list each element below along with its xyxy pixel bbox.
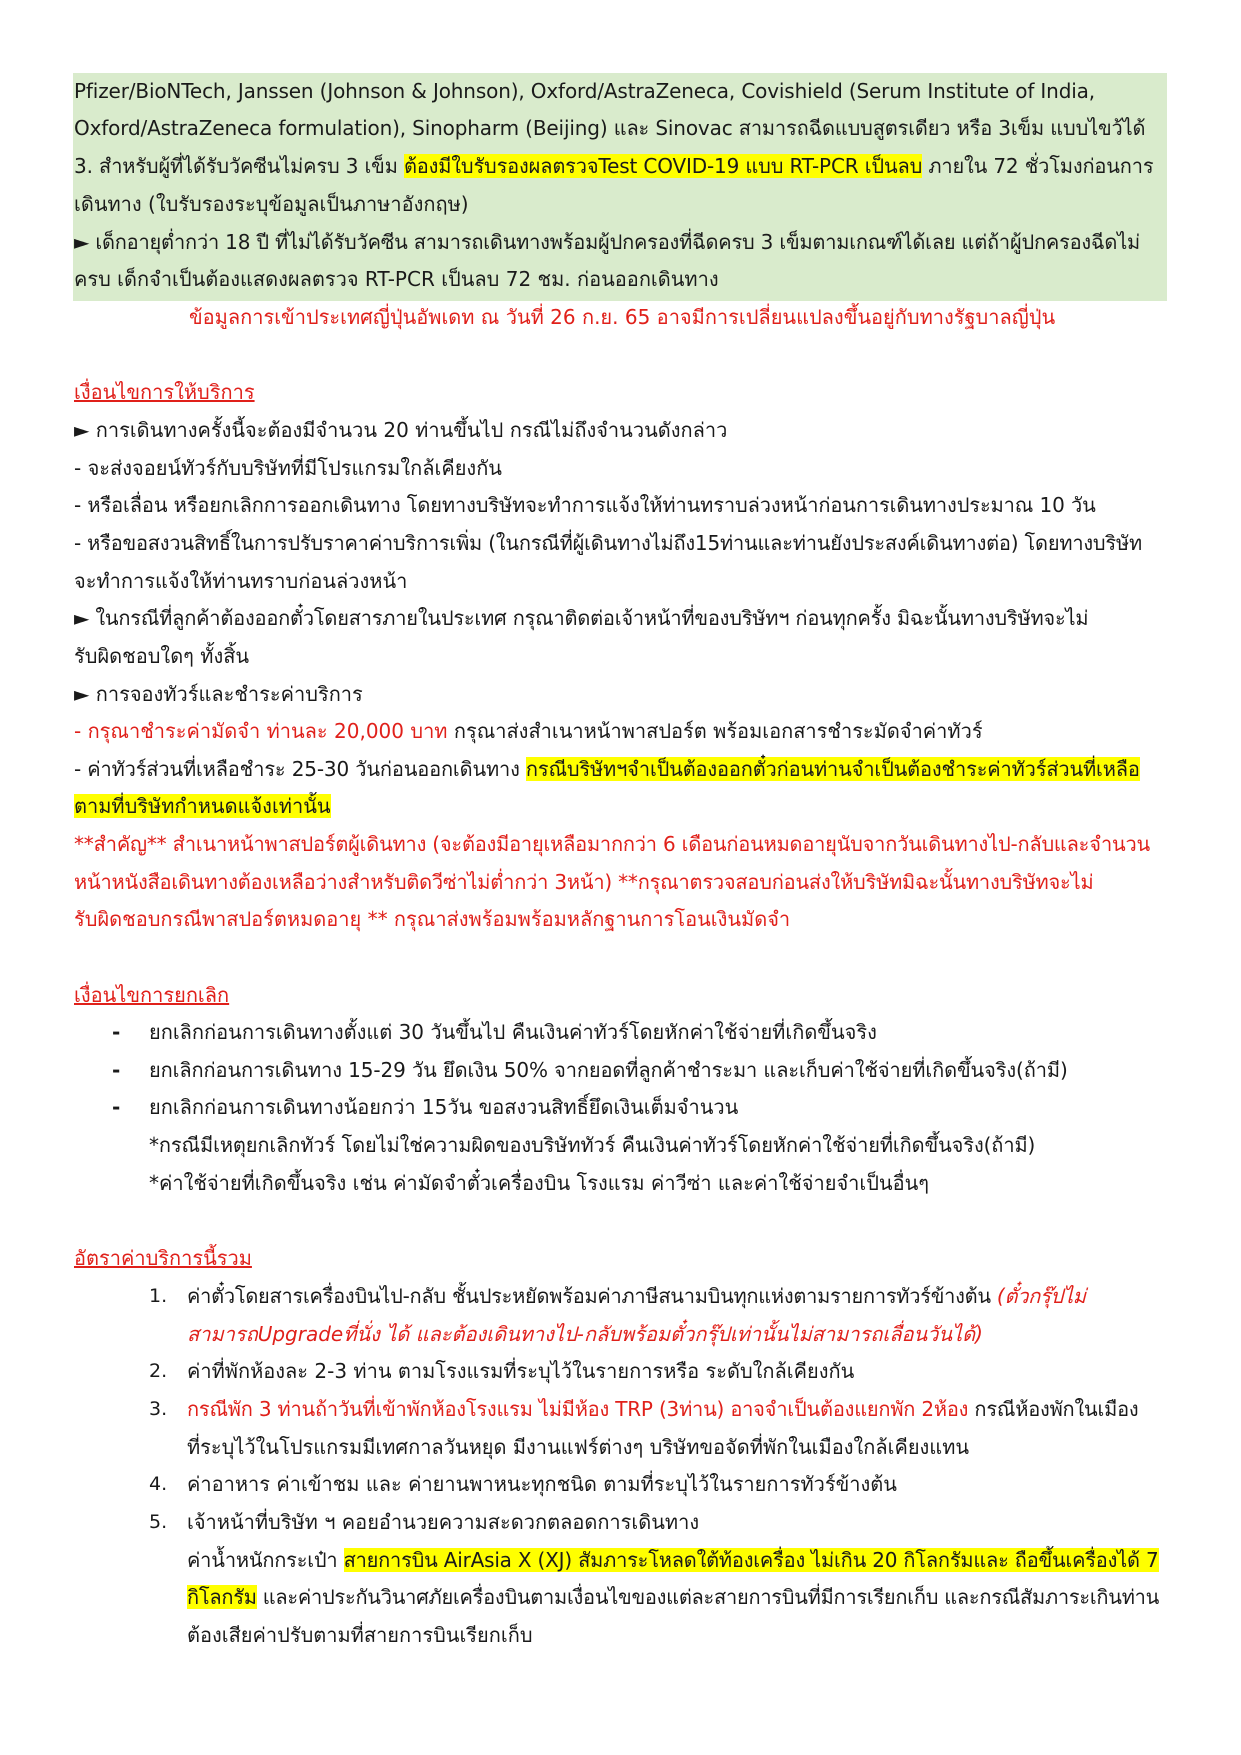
baggage-line-2: กิโลกรัม และค่าประกันวินาศภัยเครื่องบินตามเงื่อนไขของแต่ละสายการบินที่มีการเรียกเก็บ และกรณีสัมภาระเกินท่าน xyxy=(187,1585,1160,1609)
certificate-language-note: เดินทาง (ใบรับรองระบุข้อมูลเป็นภาษาอังกฤษ) xyxy=(74,192,469,216)
children-rule-line-1: ► เด็กอายุต่ำกว่า 18 ปี ที่ไม่ได้รับวัคซีน สามารถเดินทางพร้อมผู้ปกครองที่ฉีดครบ 3 เข็มตามเกณฑ์ได้เลย แต่ถ้าผู้ปกครองฉีดไม่ xyxy=(74,230,1141,254)
service-line-1: ► การเดินทางครั้งนี้จะต้องมีจำนวน 20 ท่านขึ้นไป กรณีไม่ถึงจำนวนดังกล่าว xyxy=(74,418,728,442)
item-number: 1. xyxy=(149,1285,168,1307)
service-line-7: รับผิดชอบใดๆ ทั้งสิ้น xyxy=(74,644,250,668)
baggage-line-3: ต้องเสียค่าปรับตามที่สายการบินเรียกเก็บ xyxy=(187,1623,533,1647)
balance-payment-highlight: กรณีบริษัทฯจำเป็นต้องออกตั๋วก่อนท่านจำเป็นต้องชำระค่าทัวร์ส่วนที่เหลือ xyxy=(525,757,1140,781)
include-item-1-line-2: สามารถUpgradeที่นั่ง ได้ และต้องเดินทางไป-กลับพร้อมตั๋วกรุ๊ปเท่านั้นไม่สามารถเลื่อนวันได้) xyxy=(187,1322,983,1346)
cancellation-note-1: *กรณีมีเหตุยกเลิกทัวร์ โดยไม่ใช่ความผิดของบริษัททัวร์ คืนเงินค่าทัวร์โดยหักค่าใช้จ่ายที่เกิดขึ้นจริง(ถ้ามี) xyxy=(149,1133,1036,1157)
passport-note-line-1: **สำคัญ** สำเนาหน้าพาสปอร์ตผู้เดินทาง (จะต้องมีอายุเหลือมากกว่า 6 เดือนก่อนหมดอายุนับจากวันเดินทางไป-กลับและจำนวน xyxy=(74,832,1150,856)
bullet-dash: - xyxy=(112,1058,121,1082)
include-item-3: กรณีพัก 3 ท่านถ้าวันที่เข้าพักห้องโรงแรม ไม่มีห้อง TRP (3ท่าน) อาจจำเป็นต้องแยกพัก 2ห้อง กรณีห้องพักในเมือง xyxy=(187,1397,1139,1421)
deposit-amount: - กรุณาชำระค่ามัดจำ ท่านละ 20,000 บาท xyxy=(74,719,448,743)
rt-pcr-highlight: ต้องมีใบรับรองผลตรวจTest COVID-19 แบบ RT-PCR เป็นลบ xyxy=(403,154,923,178)
service-line-5: จะทำการแจ้งให้ท่านทราบก่อนล่วงหน้า xyxy=(74,569,408,593)
include-item-5: เจ้าหน้าที่บริษัท ฯ คอยอำนวยความสะดวกตลอดการเดินทาง xyxy=(187,1510,700,1534)
cancellation-item-2: ยกเลิกก่อนการเดินทาง 15-29 วัน ยึดเงิน 50% จากยอดที่ลูกค้าชำระมา และเก็บค่าใช้จ่ายที่เกิดขึ้นจริง(ถ้ามี) xyxy=(149,1058,1068,1082)
include-item-4: ค่าอาหาร ค่าเข้าชม และ ค่ายานพาหนะทุกชนิด ตามที่ระบุไว้ในรายการทัวร์ข้างต้น xyxy=(187,1472,897,1496)
include-item-1: ค่าตั๋วโดยสารเครื่องบินไป-กลับ ชั้นประหยัดพร้อมค่าภาษีสนามบินทุกแห่งตามรายการทัวร์ข้างต้น (ตั๋วกรุ๊ปไม่ xyxy=(187,1284,1086,1308)
includes-heading: อัตราค่าบริการนี้รวม xyxy=(74,1246,252,1270)
include-item-2: ค่าที่พักห้องละ 2-3 ท่าน ตามโรงแรมที่ระบุไว้ในรายการหรือ ระดับใกล้เคียงกัน xyxy=(187,1359,855,1383)
cancellation-note-2: *ค่าใช้จ่ายที่เกิดขึ้นจริง เช่น ค่ามัดจำตั๋วเครื่องบิน โรงแรม ค่าวีซ่า และค่าใช้จ่ายจำเป็นอื่นๆ xyxy=(149,1171,930,1195)
vaccine-list-line-2: Oxford/AstraZeneca formulation), Sinopharm (Beijing) และ Sinovac สามารถฉีดแบบสูตรเดียว หรือ 3เข็ม แบบไขว้ได้ xyxy=(74,116,1146,140)
baggage-line-1: ค่าน้ำหนักกระเป๋า สายการบิน AirAsia X (XJ) สัมภาระโหลดใต้ท้องเครื่อง ไม่เกิน 20 กิโลกรัมและ ถือขึ้นเครื่องได้ 7 xyxy=(187,1548,1159,1572)
update-notice: ข้อมูลการเข้าประเทศญี่ปุ่นอัพเดท ณ วันที่ 26 ก.ย. 65 อาจมีการเปลี่ยนแปลงขึ้นอยู่กับทางรัฐบาลญี่ปุ่น xyxy=(189,305,1056,329)
rt-pcr-requirement: 3. สำหรับผู้ที่ได้รับวัคซีนไม่ครบ 3 เข็ม ต้องมีใบรับรองผลตรวจTest COVID-19 แบบ RT-PCR เป็นลบ ภายใน 72 ชั่วโมงก่อนการ xyxy=(74,154,1154,178)
item-number: 5. xyxy=(149,1511,168,1533)
cancellation-item-3: ยกเลิกก่อนการเดินทางน้อยกว่า 15วัน ขอสงวนสิทธิ์ยึดเงินเต็มจำนวน xyxy=(149,1095,739,1119)
service-conditions-heading: เงื่อนไขการให้บริการ xyxy=(74,380,255,404)
passport-note-line-2: หน้าหนังสือเดินทางต้องเหลือว่างสำหรับติดวีซ่าไม่ต่ำกว่า 3หน้า) **กรุณาตรวจสอบก่อนส่งให้บริษัทมิฉะนั้นทางบริษัทจะไม่ xyxy=(74,870,1094,894)
bullet-dash: - xyxy=(112,1095,121,1119)
balance-payment-line: - ค่าทัวร์ส่วนที่เหลือชำระ 25-30 วันก่อนออกเดินทาง กรณีบริษัทฯจำเป็นต้องออกตั๋วก่อนท่านจำเป็นต้องชำระค่าทัวร์ส่วนที่เหลือ xyxy=(74,757,1140,781)
deposit-line: - กรุณาชำระค่ามัดจำ ท่านละ 20,000 บาท กรุณาส่งสำเนาหน้าพาสปอร์ต พร้อมเอกสารชำระมัดจำค่าทัวร์ xyxy=(74,719,983,743)
bullet-dash: - xyxy=(112,1020,121,1044)
service-line-4: - หรือขอสงวนสิทธิ์ในการปรับราคาค่าบริการเพิ่ม (ในกรณีที่ผู้เดินทางไม่ถึง15ท่านและท่านยังประสงค์เดินทางต่อ) โดยทางบริษัท xyxy=(74,531,1142,555)
service-line-3: - หรือเลื่อน หรือยกเลิกการออกเดินทาง โดยทางบริษัทจะทำการแจ้งให้ท่านทราบล่วงหน้าก่อนการเดินทางประมาณ 10 วัน xyxy=(74,493,1096,517)
baggage-highlight: สายการบิน AirAsia X (XJ) สัมภาระโหลดใต้ท้องเครื่อง ไม่เกิน 20 กิโลกรัมและ ถือขึ้นเครื่องได้ 7 xyxy=(343,1548,1159,1572)
cancellation-heading: เงื่อนไขการยกเลิก xyxy=(74,983,230,1007)
item-number: 3. xyxy=(149,1398,168,1420)
vaccine-list-line-1: Pfizer/BioNTech, Janssen (Johnson & Johnson), Oxford/AstraZeneca, Covishield (Serum Institute of India, xyxy=(74,79,1095,103)
item-number: 2. xyxy=(149,1360,168,1382)
item-number: 4. xyxy=(149,1473,168,1495)
include-item-3-line-2: ที่ระบุไว้ในโปรแกรมมีเทศกาลวันหยุด มีงานแฟร์ต่างๆ บริษัทขอจัดที่พักในเมืองใกล้เคียงแทน xyxy=(187,1435,970,1459)
children-rule-line-2: ครบ เด็กจำเป็นต้องแสดงผลตรวจ RT-PCR เป็นลบ 72 ชม. ก่อนออกเดินทาง xyxy=(74,267,719,291)
balance-payment-line-2: ตามที่บริษัทกำหนดแจ้งเท่านั้น xyxy=(74,794,331,818)
booking-payment-heading: ► การจองทัวร์และชำระค่าบริการ xyxy=(74,682,363,706)
service-line-6: ► ในกรณีที่ลูกค้าต้องออกตั๋วโดยสารภายในประเทศ กรุณาติดต่อเจ้าหน้าที่ของบริษัทฯ ก่อนทุกครั้ง มิฉะนั้นทางบริษัทจะไม่ xyxy=(74,606,1089,630)
service-line-2: - จะส่งจอยน์ทัวร์กับบริษัทที่มีโปรแกรมใกล้เคียงกัน xyxy=(74,456,502,480)
cancellation-item-1: ยกเลิกก่อนการเดินทางตั้งแต่ 30 วันขึ้นไป คืนเงินค่าทัวร์โดยหักค่าใช้จ่ายที่เกิดขึ้นจริง xyxy=(149,1020,877,1044)
passport-note-line-3: รับผิดชอบกรณีพาสปอร์ตหมดอายุ ** กรุณาส่งพร้อมพร้อมหลักฐานการโอนเงินมัดจำ xyxy=(74,907,791,931)
